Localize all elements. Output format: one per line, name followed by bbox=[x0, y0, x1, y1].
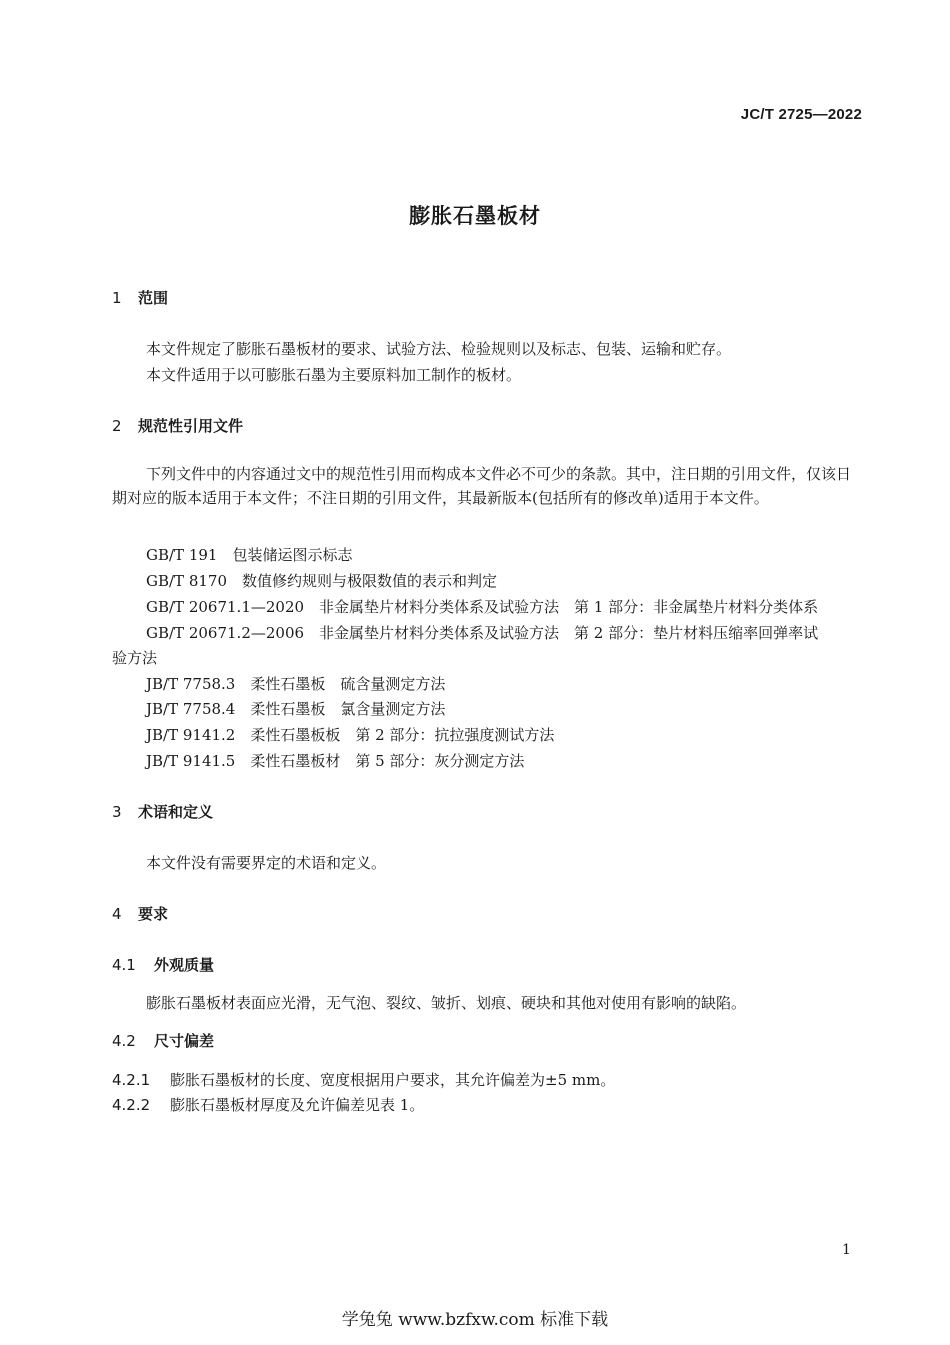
reference-item: JB/T 7758.3 柔性石墨板 硫含量测定方法 bbox=[146, 675, 446, 693]
section-2-heading bbox=[112, 415, 243, 436]
reference-item-continuation: 验方法 bbox=[112, 649, 158, 667]
section-title: 范围 bbox=[138, 289, 169, 307]
section-4-1-heading bbox=[112, 954, 214, 975]
clause-4-2-2 bbox=[112, 1094, 424, 1115]
section-title: 尺寸偏差 bbox=[154, 1032, 215, 1050]
section-number: 3 bbox=[112, 803, 122, 821]
section-title: 术语和定义 bbox=[138, 803, 214, 821]
section-3-heading bbox=[112, 801, 213, 822]
reference-item: GB/T 8170 数值修约规则与极限数值的表示和判定 bbox=[146, 572, 498, 590]
section-number: 4.2 bbox=[112, 1032, 136, 1050]
reference-item: GB/T 191 包装储运图示标志 bbox=[146, 546, 353, 564]
reference-item: GB/T 20671.2—2006 非金属垫片材料分类体系及试验方法 第 2 部分：垫片材料压缩率回弹率试 bbox=[146, 624, 819, 642]
section-title: 外观质量 bbox=[154, 956, 215, 974]
section-number: 4 bbox=[112, 905, 122, 923]
clause-text: 膨胀石墨板材厚度及允许偏差见表 1。 bbox=[170, 1096, 425, 1114]
normative-intro: 下列文件中的内容通过文中的规范性引用而构成本文件必不可少的条款。其中，注日期的引用文件，仅该日期对应的版本适用于本文件；不注日期的引用文件，其最新版本(包括所有的修改单)适用于本文件。 bbox=[112, 465, 852, 507]
section-number: 1 bbox=[112, 289, 122, 307]
section-title: 要求 bbox=[138, 905, 169, 923]
clause-number: 4.2.2 bbox=[112, 1096, 151, 1114]
reference-item: JB/T 9141.2 柔性石墨板板 第 2 部分：抗拉强度测试方法 bbox=[146, 726, 555, 744]
section-title: 规范性引用文件 bbox=[138, 417, 244, 435]
document-title: 膨胀石墨板材 bbox=[409, 204, 541, 228]
standard-code: JC/T 2725—2022 bbox=[740, 106, 862, 123]
clause-4-2-1 bbox=[112, 1069, 615, 1090]
section-1-heading bbox=[112, 287, 168, 308]
section-4-2-heading bbox=[112, 1030, 214, 1051]
section-number: 2 bbox=[112, 417, 122, 435]
reference-item: JB/T 7758.4 柔性石墨板 氯含量测定方法 bbox=[146, 700, 446, 718]
appearance-paragraph: 膨胀石墨板材表面应光滑，无气泡、裂纹、皱折、划痕、硬块和其他对使用有影响的缺陷。 bbox=[146, 994, 747, 1012]
scope-paragraph: 本文件规定了膨胀石墨板材的要求、试验方法、检验规则以及标志、包装、运输和贮存。 bbox=[146, 340, 732, 358]
section-4-heading bbox=[112, 903, 168, 924]
scope-paragraph: 本文件适用于以可膨胀石墨为主要原料加工制作的板材。 bbox=[146, 366, 522, 384]
reference-item: GB/T 20671.1—2020 非金属垫片材料分类体系及试验方法 第 1 部分：非金属垫片材料分类体系 bbox=[146, 598, 819, 616]
footer-watermark: 学兔兔 www.bzfxw.com 标准下载 bbox=[341, 1310, 609, 1330]
clause-text: 膨胀石墨板材的长度、宽度根据用户要求，其允许偏差为±5 mm。 bbox=[170, 1071, 616, 1089]
reference-item: JB/T 9141.5 柔性石墨板材 第 5 部分：灰分测定方法 bbox=[146, 752, 525, 770]
page-number: 1 bbox=[842, 1242, 851, 1258]
section-number: 4.1 bbox=[112, 956, 136, 974]
terms-paragraph: 本文件没有需要界定的术语和定义。 bbox=[146, 854, 387, 872]
clause-number: 4.2.1 bbox=[112, 1071, 151, 1089]
